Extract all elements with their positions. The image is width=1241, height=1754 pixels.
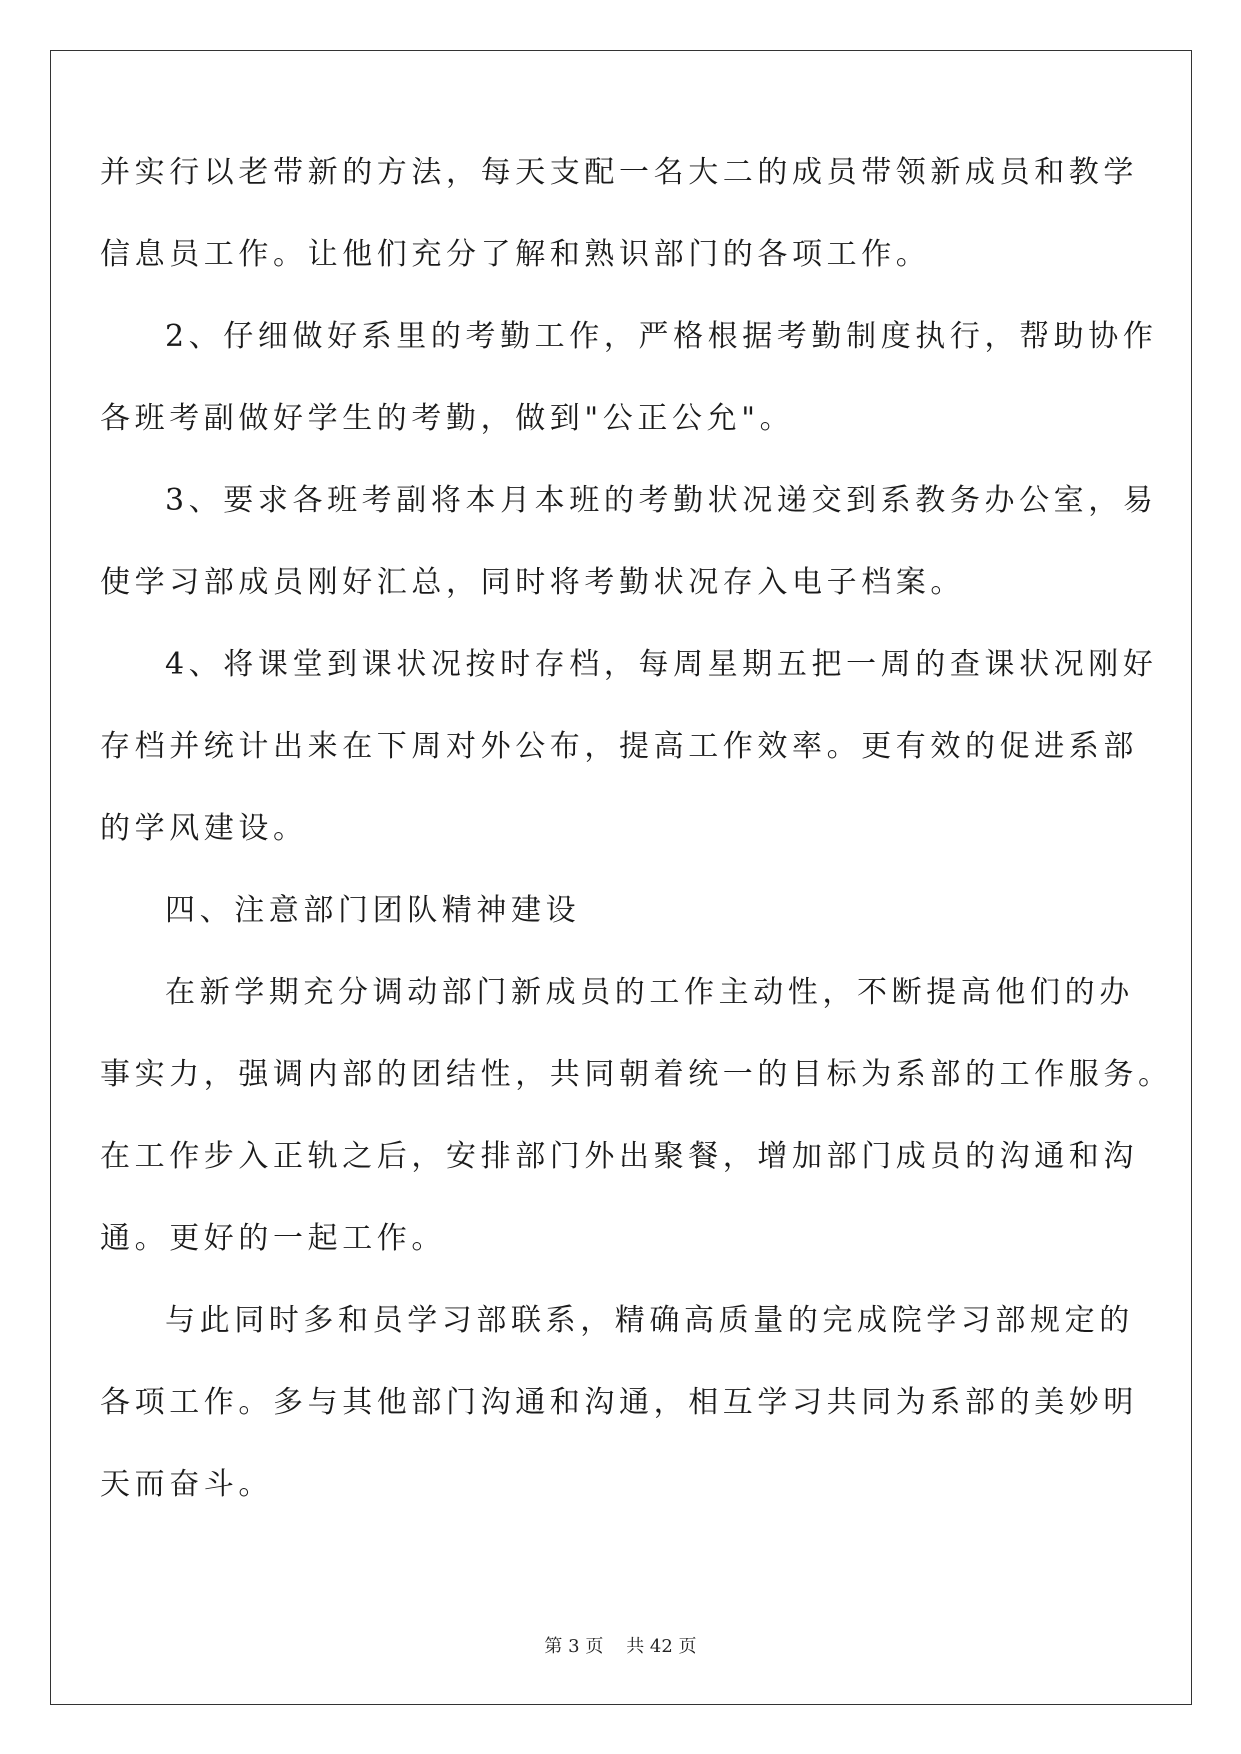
- document-body: [100, 132, 1173, 1526]
- text-line: 的学风建设。: [100, 811, 308, 846]
- text-line: 2、仔细做好系里的考勤工作，严格根据考勤制度执行，帮助协作: [165, 319, 1158, 354]
- text-line: 使学习部成员刚好汇总，同时将考勤状况存入电子档案。: [100, 565, 965, 600]
- section-heading: 四、注意部门团队精神建设: [165, 893, 581, 928]
- text-line: 在工作步入正轨之后，安排部门外出聚餐，增加部门成员的沟通和沟: [100, 1139, 1138, 1174]
- text-line: 4、将课堂到课状况按时存档，每周星期五把一周的查课状况刚好: [165, 647, 1158, 682]
- text-line: 与此同时多和员学习部联系，精确高质量的完成院学习部规定的: [165, 1303, 1134, 1338]
- text-line: 事实力，强调内部的团结性，共同朝着统一的目标为系部的工作服务。: [100, 1057, 1173, 1092]
- text-line: 通。更好的一起工作。: [100, 1221, 446, 1256]
- text-line: 存档并统计出来在下周对外公布，提高工作效率。更有效的促进系部: [100, 729, 1138, 764]
- text-line: 各项工作。多与其他部门沟通和沟通，相互学习共同为系部的美妙明: [100, 1385, 1138, 1420]
- text-line: 各班考副做好学生的考勤，做到"公正公允"。: [100, 401, 795, 436]
- text-line: 并实行以老带新的方法，每天支配一名大二的成员带领新成员和教学: [100, 155, 1138, 190]
- page-number-footer: 第 3 页 共 42 页: [544, 1636, 697, 1657]
- text-line: 信息员工作。让他们充分了解和熟识部门的各项工作。: [100, 237, 931, 272]
- text-line: 3、要求各班考副将本月本班的考勤状况递交到系教务办公室，易: [165, 483, 1158, 518]
- text-line: 天而奋斗。: [100, 1467, 273, 1502]
- text-line: 在新学期充分调动部门新成员的工作主动性，不断提高他们的办: [165, 975, 1134, 1010]
